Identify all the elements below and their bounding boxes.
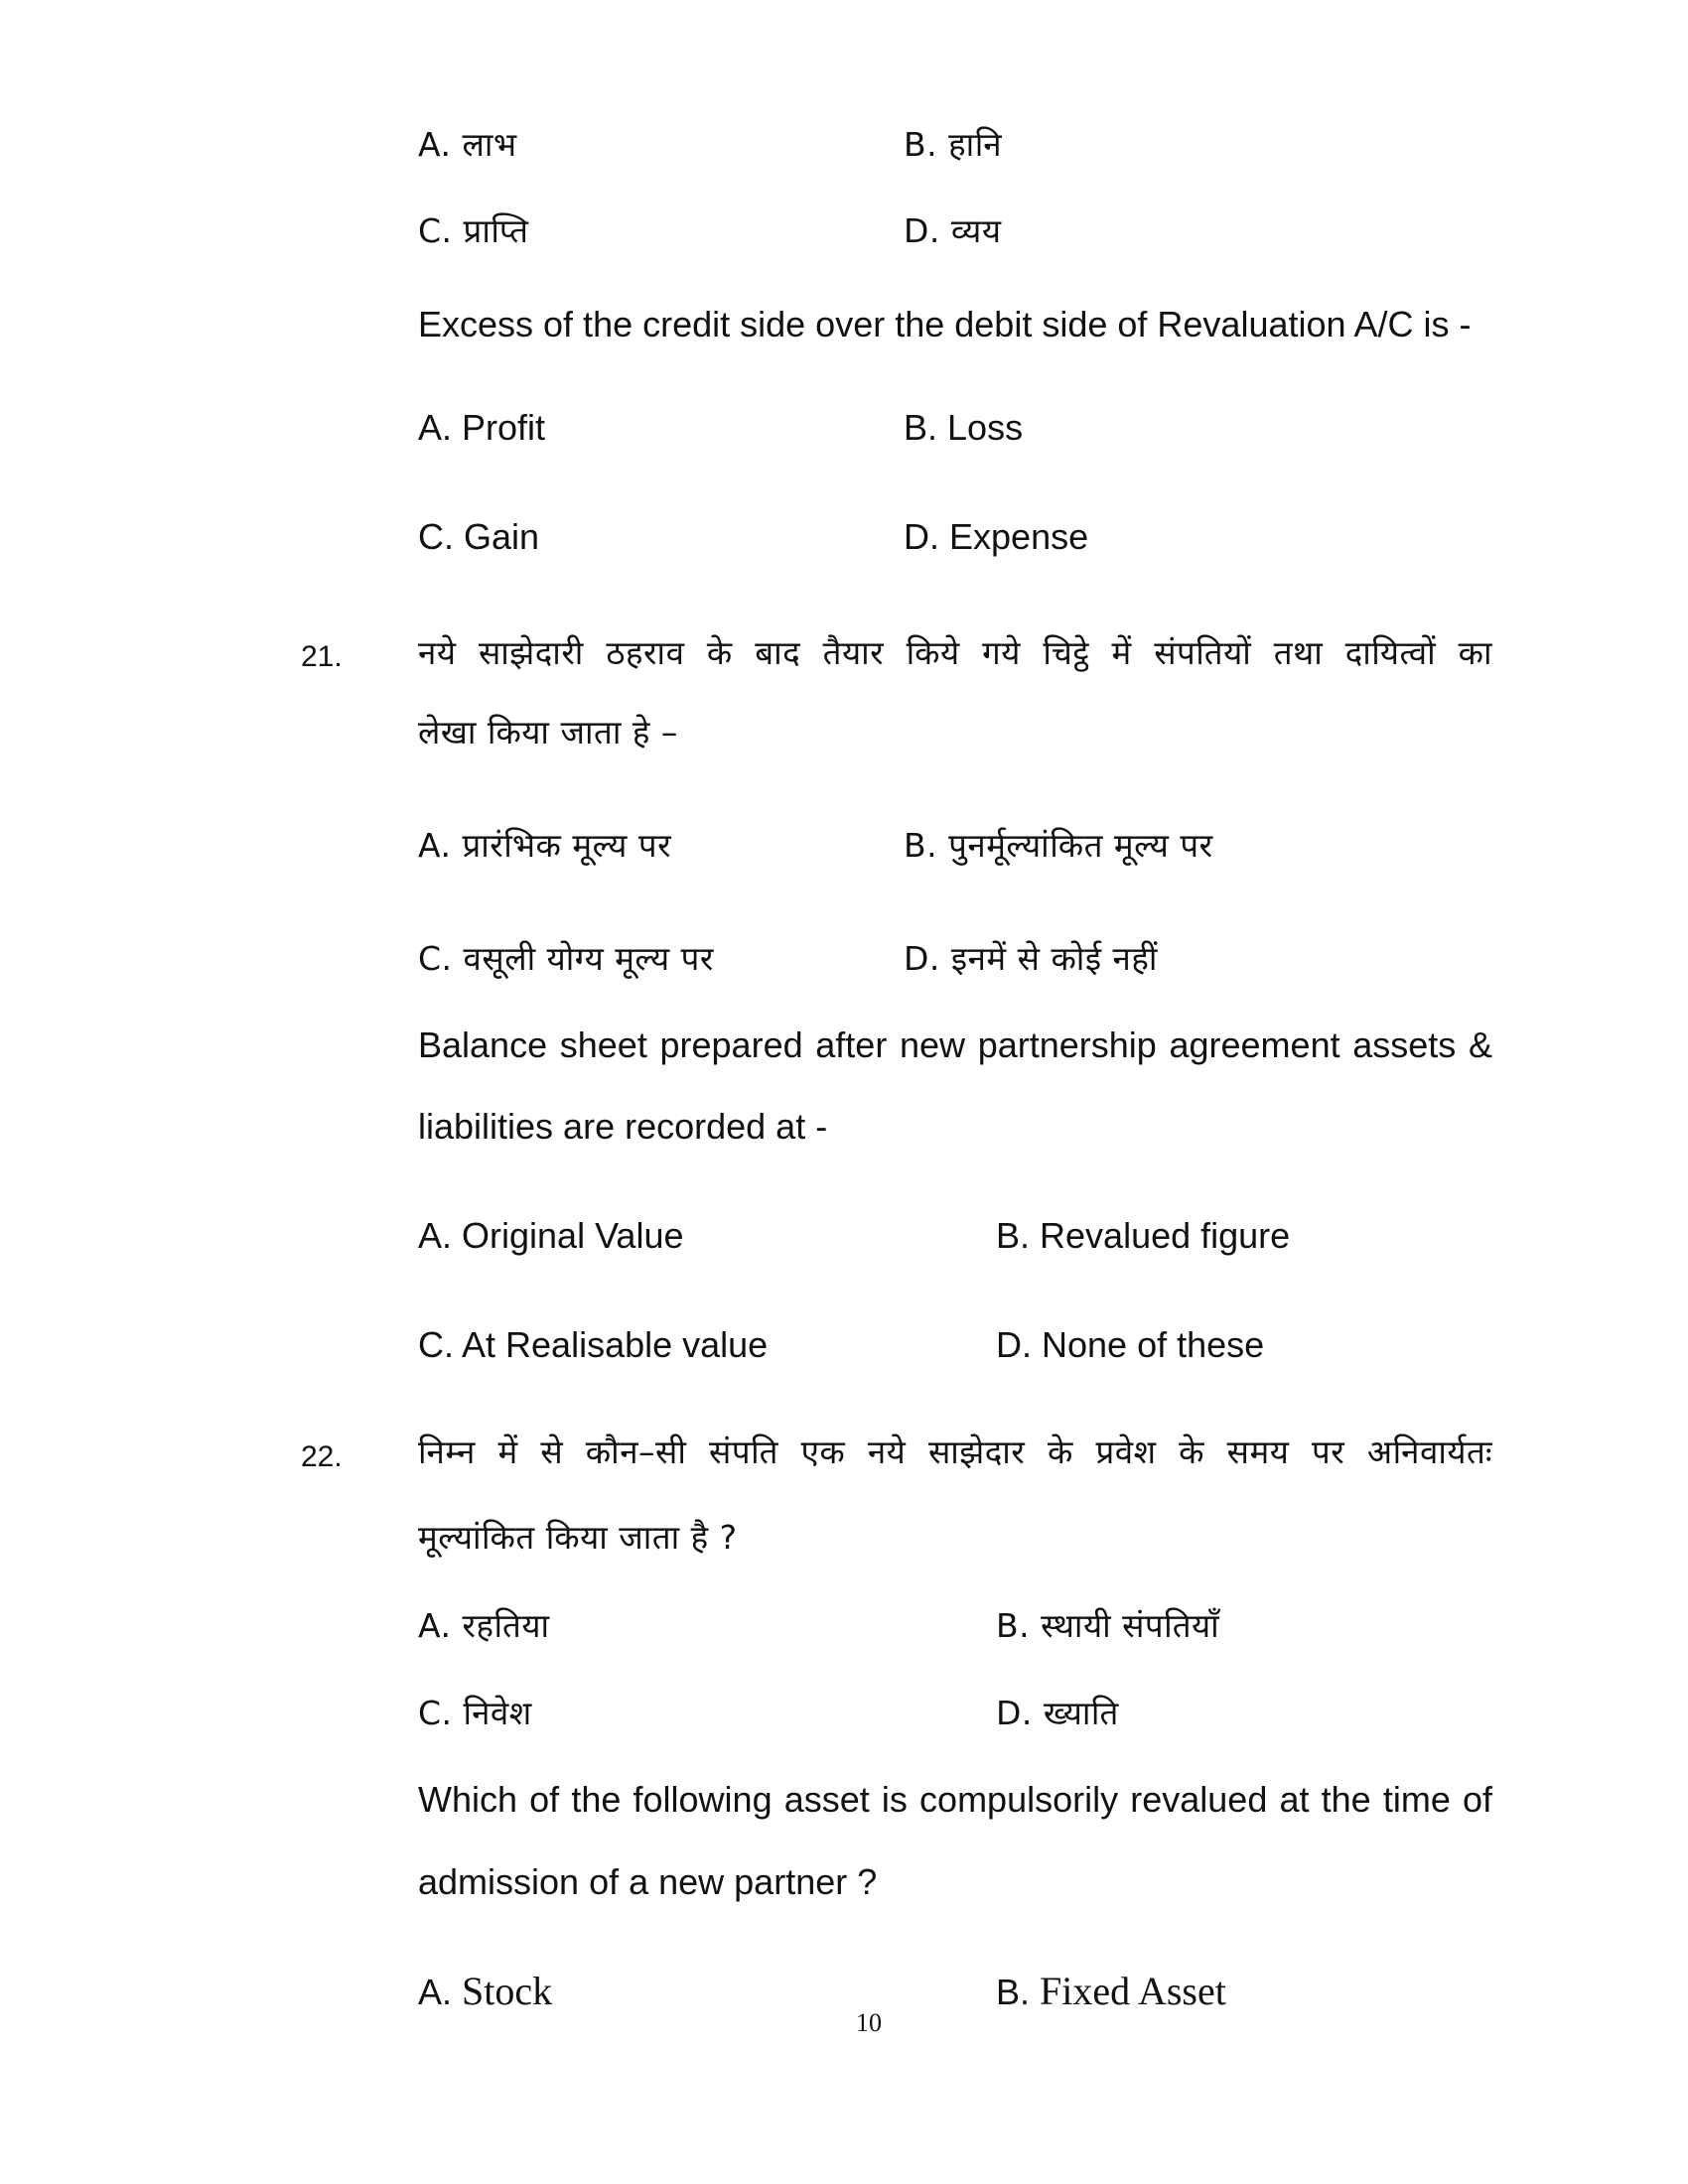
q22-hindi-option-b [996,1608,1219,1644]
option-text: Original Value [462,1215,684,1256]
option-letter: B. [996,1215,1031,1256]
q22-hindi-option-c [418,1696,532,1731]
option-text: Expense [949,516,1089,557]
q22-hindi-question-line-1: निम्न में से कौन–सी संपति एक नये साझेदार के प्रवेश के समय पर अनिवार्यतः [418,1433,1492,1471]
option-text: ख्याति [1043,1694,1119,1732]
question-number-22: 22. [301,1440,343,1473]
q20-english-question: Excess of the credit side over the debit side of Revaluation A/C is - [418,304,1472,344]
option-text: Stock [462,1969,553,2013]
q20-english-option-b [904,407,1024,448]
q20-hindi-option-d [904,213,1001,249]
option-text: निवेश [463,1694,532,1732]
option-text: Revalued figure [1040,1215,1291,1256]
option-letter: B. [904,407,938,448]
option-letter: D. [904,211,940,250]
q21-english-question-line-2: liabilities are recorded at - [418,1106,828,1147]
option-letter: B. [904,125,938,164]
option-text: व्यय [950,211,1002,250]
option-letter: B. [904,826,938,865]
option-text: Loss [947,407,1024,448]
option-text: प्रारंभिक मूल्य पर [462,826,672,865]
page-number: 10 [856,2008,882,2037]
q21-hindi-option-d [904,941,1158,977]
q22-english-question-line-1: Which of the following asset is compulsorily revalued at the time of [418,1779,1492,1820]
option-letter: C. [418,211,453,250]
option-letter: D. [996,1694,1033,1732]
option-letter: A. [418,826,452,865]
q20-english-option-d [904,516,1089,557]
q22-english-option-a [418,1969,553,2013]
option-text: Profit [462,407,546,448]
q21-english-option-c [418,1324,769,1365]
option-text: प्राप्ति [463,211,529,250]
q21-english-question-line-1: Balance sheet prepared after new partnership agreement assets & [418,1024,1492,1065]
q21-hindi-question-line-1: नये साझेदारी ठहराव के बाद तैयार किये गये चिट्ठे में संपतियों तथा दायित्वों का [418,633,1492,672]
option-letter: A. [418,1606,452,1645]
option-text: वसूली योग्य मूल्य पर [463,939,714,978]
q21-hindi-option-c [418,941,714,977]
q22-hindi-option-a [418,1608,550,1644]
q21-hindi-option-a [418,828,671,864]
option-letter: C. [418,939,453,978]
option-text: हानि [948,125,1003,164]
option-text: None of these [1042,1324,1265,1365]
q22-hindi-option-d [996,1696,1119,1731]
option-text: इनमें से कोई नहीं [950,939,1158,978]
option-letter: A. [418,1215,453,1256]
option-text: Fixed Asset [1040,1969,1226,2013]
q21-hindi-question-line-2: लेखा किया जाता हे – [418,713,678,751]
q20-hindi-option-a [418,127,517,163]
option-letter: D. [904,939,940,978]
option-letter: C. [418,1324,454,1365]
option-letter: D. [996,1324,1032,1365]
q20-english-option-a [418,407,546,448]
q21-english-option-d [996,1324,1265,1365]
option-text: At Realisable value [462,1324,769,1365]
option-letter: B. [996,1972,1031,2012]
q20-hindi-option-b [904,127,1002,163]
option-letter: C. [418,516,454,557]
question-number-21: 21. [301,640,343,673]
q20-english-option-c [418,516,540,557]
option-text: स्थायी संपतियाँ [1041,1606,1220,1645]
option-text: Gain [464,516,540,557]
option-text: लाभ [462,125,517,164]
q21-hindi-option-b [904,828,1213,864]
option-letter: D. [904,516,939,557]
q22-english-question-line-2: admission of a new partner ? [418,1861,878,1902]
option-letter: A. [418,1972,453,2012]
q21-english-option-a [418,1215,684,1256]
q22-hindi-question-line-2: मूल्यांकित किया जाता है ? [418,1518,738,1557]
option-letter: B. [996,1606,1031,1645]
option-letter: A. [418,407,453,448]
q21-english-option-b [996,1215,1291,1256]
option-text: पुनर्मूल्यांकित मूल्य पर [948,826,1213,865]
option-text: रहतिया [462,1606,550,1645]
q22-english-option-b [996,1969,1226,2013]
option-letter: A. [418,125,452,164]
q20-hindi-option-c [418,213,528,249]
option-letter: C. [418,1694,453,1732]
